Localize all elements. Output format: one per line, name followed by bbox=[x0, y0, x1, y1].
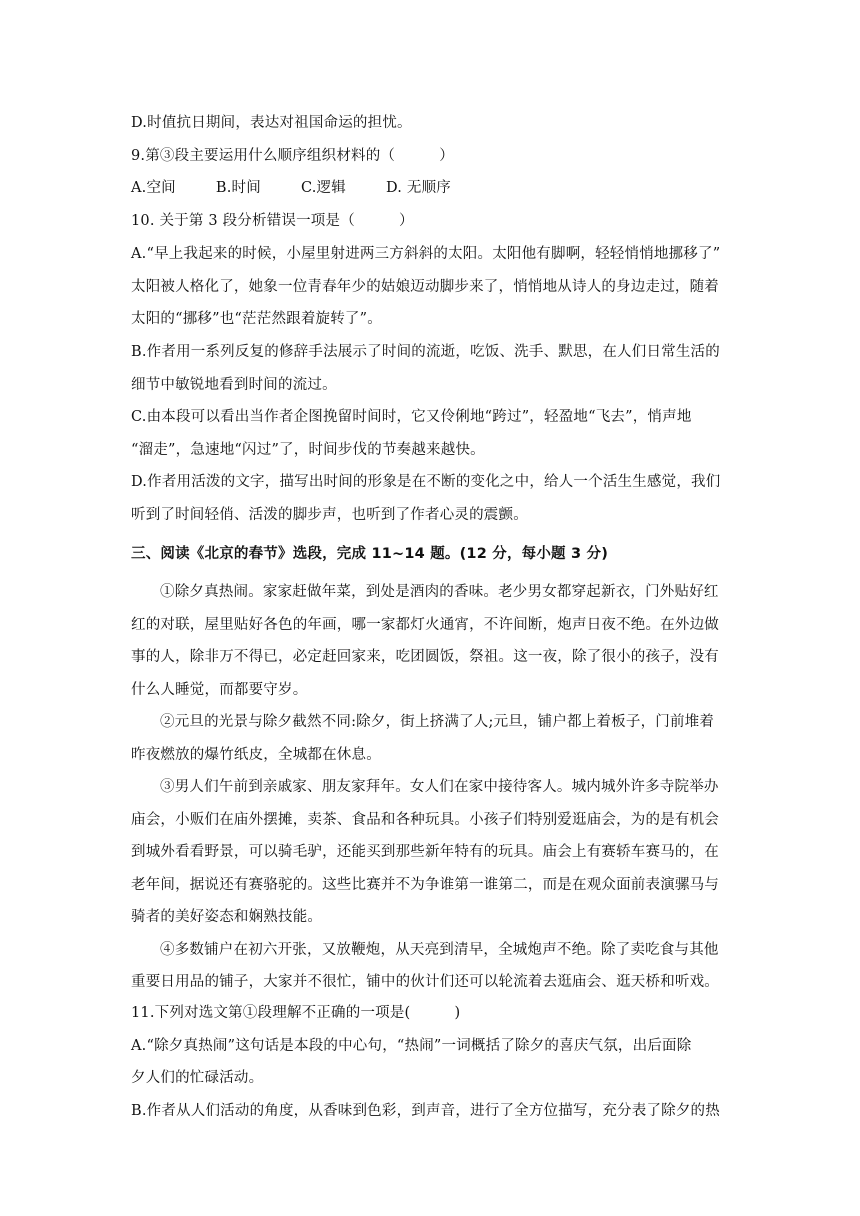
passage-para-3-line-1: ③男人们午前到亲戚家、朋友家拜年。女人们在家中接待客人。城内城外许多寺院举办 bbox=[160, 779, 719, 795]
q9-option-a: A.空间 bbox=[131, 180, 176, 196]
passage-para-4-line-1: ④多数铺户在初六开张，又放鞭炮，从天亮到清早，全城炮声不绝。除了卖吃食与其他 bbox=[160, 942, 719, 958]
passage-para-1-line-1: ①除夕真热闹。家家赶做年菜，到处是酒肉的香味。老少男女都穿起新衣，门外贴好红 bbox=[160, 584, 719, 600]
q11-option-a-line-1: A.“除夕真热闹”这句话是本段的中心句，“热闹”一词概括了除夕的喜庆气氛，出后面除 bbox=[131, 1038, 692, 1054]
question-9-stem: 9.第③段主要运用什么顺序组织材料的（ ） bbox=[131, 148, 454, 164]
q9-option-c: C.逻辑 bbox=[300, 180, 346, 196]
q10-option-b-line-2: 细节中敏锐地看到时间的流过。 bbox=[131, 377, 337, 393]
passage-para-2-line-1: ②元旦的光景与除夕截然不同:除夕，街上挤满了人;元旦，铺户都上着板子，门前堆着 bbox=[160, 714, 715, 730]
passage-para-3-line-3: 到城外看看野景，可以骑毛驴，还能买到那些新年特有的玩具。庙会上有赛轿车赛马的，在 bbox=[131, 844, 719, 860]
question-11-stem: 11.下列对选文第①段理解不正确的一项是( ) bbox=[131, 1005, 461, 1021]
q9-option-b: B.时间 bbox=[215, 180, 261, 196]
q11-option-b-line-1: B.作者从人们活动的角度，从香味到色彩，到声音，进行了全方位描写，充分表了除夕的热 bbox=[131, 1103, 720, 1119]
q11-option-a-line-2: 夕人们的忙碌活动。 bbox=[131, 1070, 264, 1086]
q10-option-b-line-1: B.作者用一系列反复的修辞手法展示了时间的流逝，吃饭、洗手、默思，在人们日常生活的 bbox=[131, 344, 720, 360]
passage-para-1-line-3: 事的人，除非万不得已，必定赶回家来，吃团圆饭，祭祖。这一夜，除了很小的孩子，没有 bbox=[131, 649, 719, 665]
question-8-option-d: D.时值抗日期间，表达对祖国命运的担忧。 bbox=[131, 115, 412, 131]
q9-option-d: D. 无顺序 bbox=[385, 180, 451, 196]
q10-option-c-line-1: C.由本段可以看出当作者企图挽留时间时，它又伶俐地“跨过”，轻盈地“飞去”，悄声地 bbox=[131, 409, 692, 425]
q10-option-d-line-1: D.作者用活泼的文字，描写出时间的形象是在不断的变化之中，给人一个活生生感觉，我们 bbox=[131, 474, 721, 490]
question-10-stem: 10. 关于第 3 段分析错误一项是（ ） bbox=[131, 213, 414, 229]
q10-option-c-line-2: “溜走”，急速地“闪过”了，时间步伐的节奏越来越快。 bbox=[131, 442, 485, 458]
passage-para-3-line-5: 骑者的美好姿态和娴熟技能。 bbox=[131, 909, 323, 925]
q10-option-a-line-1: A.“早上我起来的时候，小屋里射进两三方斜斜的太阳。太阳他有脚啊，轻轻悄悄地挪移了” bbox=[131, 246, 721, 262]
section-3-heading: 三、阅读《北京的春节》选段，完成 11~14 题。(12 分，每小题 3 分) bbox=[131, 546, 609, 562]
passage-para-4-line-2: 重要日用品的铺子，大家并不很忙，铺中的伙计们还可以轮流着去逛庙会、逛天桥和听戏。 bbox=[131, 974, 719, 990]
passage-para-3-line-2: 庙会，小贩们在庙外摆摊，卖茶、食品和各种玩具。小孩子们特别爱逛庙会，为的是有机会 bbox=[131, 812, 719, 828]
q10-option-a-line-3: 太阳的“挪移”也“茫茫然跟着旋转了”。 bbox=[131, 311, 382, 327]
question-9-options bbox=[131, 178, 731, 198]
passage-para-1-line-4: 什么人睡觉，而都要守岁。 bbox=[131, 682, 308, 698]
passage-para-2-line-2: 昨夜燃放的爆竹纸皮，全城都在休息。 bbox=[131, 747, 381, 763]
passage-para-1-line-2: 红的对联，屋里贴好各色的年画，哪一家都灯火通宵，不许间断，炮声日夜不绝。在外边做 bbox=[131, 617, 719, 633]
passage-para-3-line-4: 老年间，据说还有赛骆驼的。这些比赛并不为争谁第一谁第二，而是在观众面前表演骡马与 bbox=[131, 877, 719, 893]
q10-option-a-line-2: 太阳被人格化了，她象一位青春年少的姑娘迈动脚步来了，悄悄地从诗人的身边走过，随着 bbox=[131, 279, 719, 295]
q10-option-d-line-2: 听到了时间轻俏、活泼的脚步声，也听到了作者心灵的震颤。 bbox=[131, 507, 528, 523]
